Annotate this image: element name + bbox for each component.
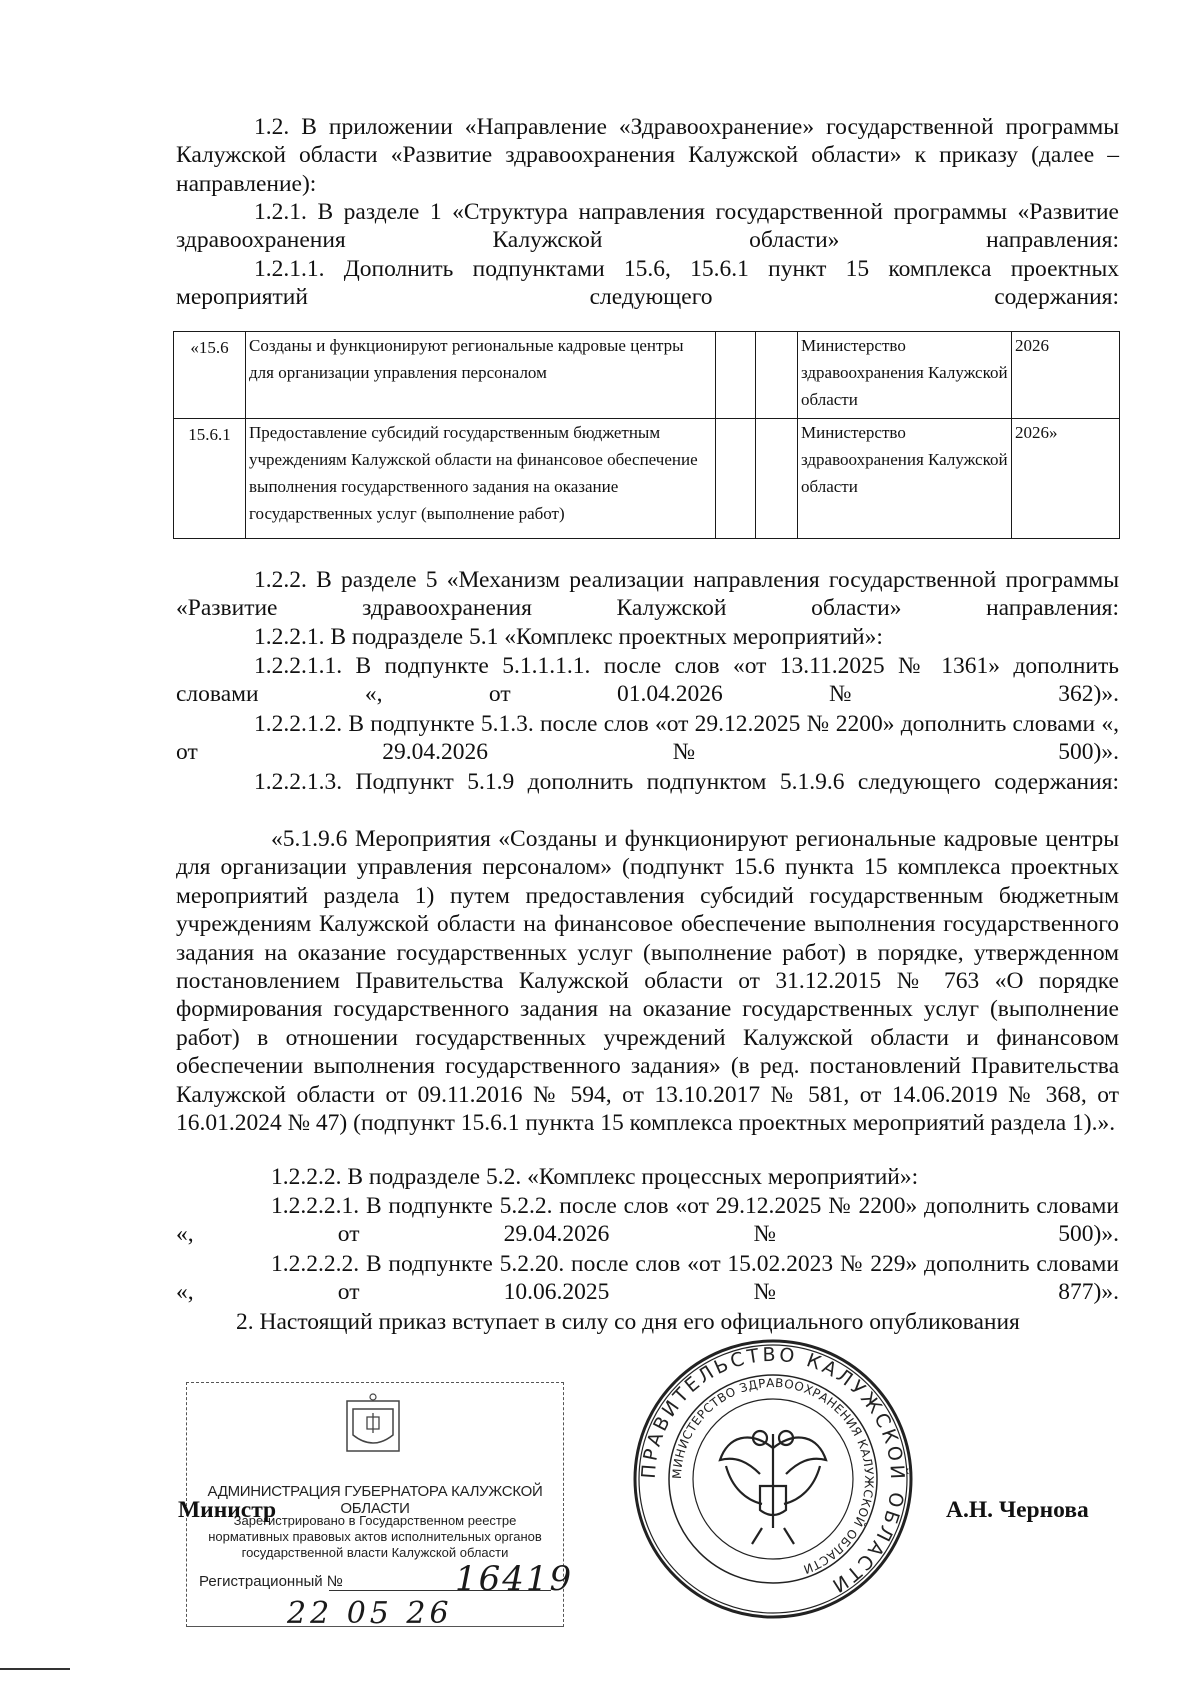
- empty-cell: [716, 419, 756, 539]
- empty-cell: [756, 419, 798, 539]
- measures-table: [173, 331, 1120, 539]
- table-row: [174, 419, 1120, 539]
- signer-position: Министр: [178, 1497, 277, 1523]
- stamp-reg-label: Регистрационный №: [199, 1573, 343, 1590]
- row-number: 15.6.1: [174, 419, 246, 539]
- measure-name: Созданы и функционируют региональные кадровые центры для организации управления персоналом: [246, 332, 716, 419]
- stamp-title: АДМИНИСТРАЦИЯ ГУБЕРНАТОРА КАЛУЖСКОЙ ОБЛАСТИ: [207, 1483, 543, 1517]
- paragraph-1-2-2-1-1: 1.2.2.1.1. В подпункте 5.1.1.1.1. после слов «от 13.11.2025 № 1361» дополнить словами «, от 01.04.2026 № 362)».: [176, 653, 1119, 708]
- paragraph-1-2-2-1: 1.2.2.1. В подразделе 5.1 «Комплекс проектных мероприятий»:: [254, 624, 883, 650]
- paragraph-1-2-2-2: 1.2.2.2. В подразделе 5.2. «Комплекс процессных мероприятий»:: [271, 1164, 919, 1190]
- responsible-org: Министерство здравоохранения Калужской области: [798, 419, 1012, 539]
- paragraph-1-2-2-1-2: 1.2.2.1.2. В подпункте 5.1.3. после слов «от 29.12.2025 № 2200» дополнить словами «, от 29.04.2026 № 500)».: [176, 711, 1119, 766]
- year-cell: 2026: [1012, 332, 1120, 419]
- signer-name: А.Н. Чернова: [946, 1497, 1089, 1523]
- paragraph-1-2-1-1: 1.2.1.1. Дополнить подпунктами 15.6, 15.6.1 пункт 15 комплекса проектных мероприятий следующего содержания:: [176, 256, 1119, 311]
- official-seal-icon: [632, 1338, 914, 1620]
- empty-cell: [756, 332, 798, 419]
- year-cell: 2026»: [1012, 419, 1120, 539]
- table-row: [174, 332, 1120, 419]
- stamp-reg-number: 16419: [455, 1559, 574, 1599]
- paragraph-5-1-9-6: «5.1.9.6 Мероприятия «Созданы и функционируют региональные кадровые центры для организации управления персоналом» (подпункт 15.6 пункта 15 комплекса проектных мероприятий раздела 1) путем предоставления субсидий государственным бюджетным учреждениям Калужской области на финансовое обеспечение выполнения государственного задания на оказание государственных услуг (выполнение работ) в порядке, утвержденном постановлением Правительства Калужской области от 31.12.2015 № 763 «О порядке формирования государственного задания на оказание государственных услуг (выполнение работ) в отношении государственных учреждений Калужской области и финансовом обеспечении выполнения государственного задания» (в ред. постановлений Правительства Калужской области от 09.11.2016 № 594, от 13.10.2017 № 581, от 14.06.2019 № 368, от 16.01.2024 № 47) (подпункт 15.6.1 пункта 15 комплекса проектных мероприятий раздела 1).».: [176, 826, 1119, 1137]
- divider: [0, 1668, 70, 1670]
- seal-inner-text: МИНИСТЕРСТВО ЗДРАВООХРАНЕНИЯ КАЛУЖСКОЙ ОБЛАСТИ: [669, 1375, 877, 1577]
- paragraph-1-2-2: 1.2.2. В разделе 5 «Механизм реализации направления государственной программы «Развитие здравоохранения Калужской области» направления:: [176, 567, 1119, 622]
- paragraph-1-2-2-2-1: 1.2.2.2.1. В подпункте 5.2.2. после слов «от 29.12.2025 № 2200» дополнить словами «, от 29.04.2026 № 500)».: [176, 1193, 1119, 1248]
- measure-name: Предоставление субсидий государственным бюджетным учреждениям Калужской области на финансовое обеспечение выполнения государственного задания на оказание государственных услуг (выполнение работ): [246, 419, 716, 539]
- stamp-text: Зарегистрировано в Государственном реестре нормативных правовых актов исполнительных органов государственной власти Калужской области: [208, 1513, 542, 1560]
- row-number: «15.6: [174, 332, 246, 419]
- paragraph-1-2: 1.2. В приложении «Направление «Здравоохранение» государственной программы Калужской области «Развитие здравоохранения Калужской области» к приказу (далее – направление):: [176, 114, 1119, 197]
- seal-outer-text: ПРАВИТЕЛЬСТВО КАЛУЖСКОЙ ОБЛАСТИ: [637, 1343, 909, 1598]
- empty-cell: [716, 332, 756, 419]
- paragraph-1-2-1: 1.2.1. В разделе 1 «Структура направления государственной программы «Развитие здравоохранения Калужской области» направления:: [176, 199, 1119, 254]
- paragraph-1-2-2-1-3: 1.2.2.1.3. Подпункт 5.1.9 дополнить подпунктом 5.1.9.6 следующего содержания:: [254, 769, 1119, 795]
- stamp-date: 22 05 26: [287, 1596, 453, 1631]
- paragraph-2: 2. Настоящий приказ вступает в силу со дня его официального опубликования: [236, 1309, 1020, 1335]
- coat-of-arms-icon: [339, 1391, 407, 1459]
- responsible-org: Министерство здравоохранения Калужской области: [798, 332, 1012, 419]
- paragraph-1-2-2-2-2: 1.2.2.2.2. В подпункте 5.2.20. после слов «от 15.02.2023 № 229» дополнить словами «, от 10.06.2025 № 877)».: [176, 1251, 1119, 1306]
